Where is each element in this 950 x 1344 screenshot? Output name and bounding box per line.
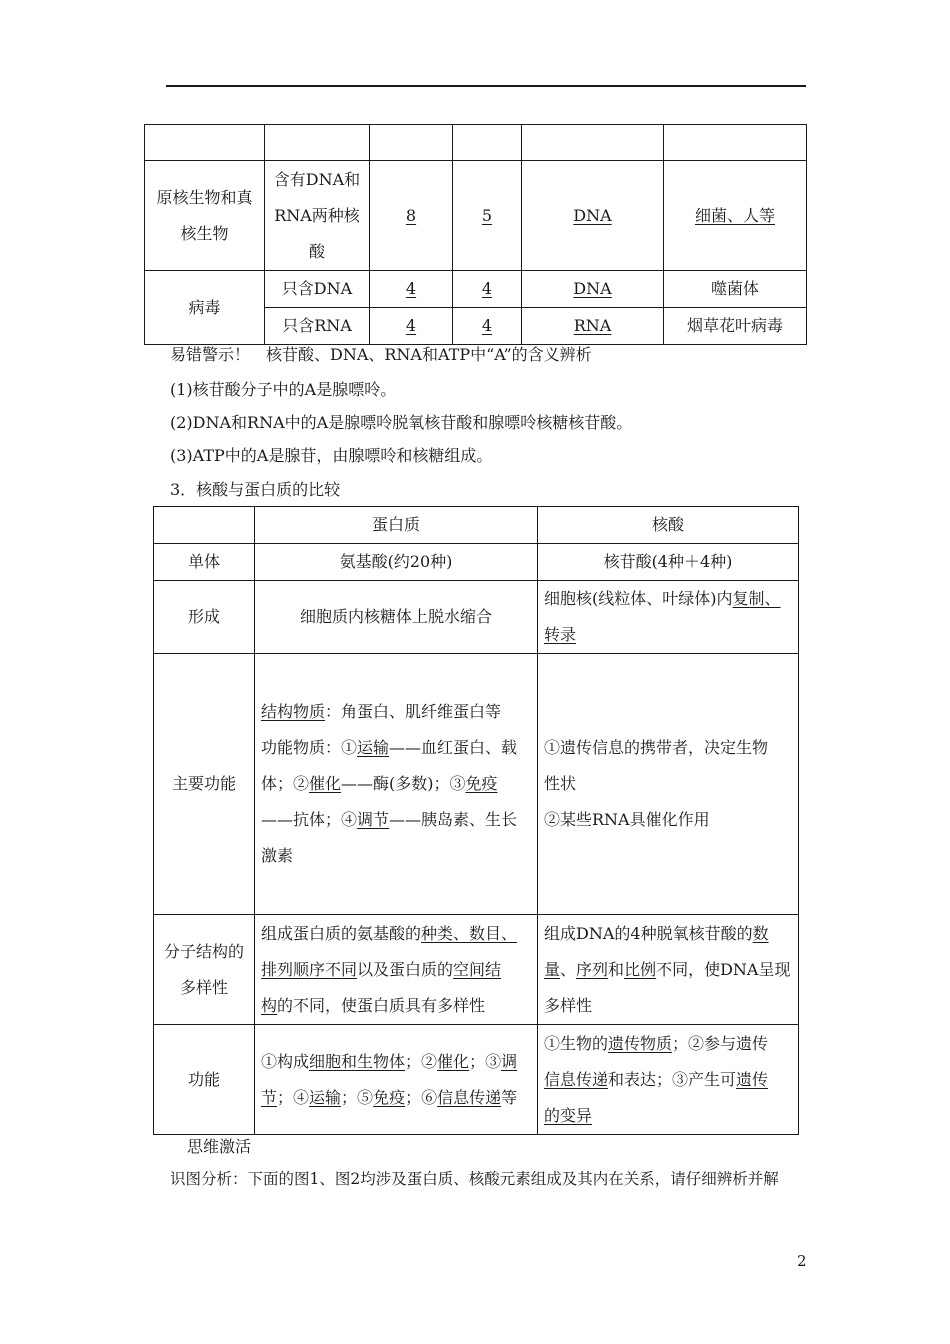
row-label: 形成 bbox=[154, 581, 255, 654]
row-label: 主要功能 bbox=[154, 654, 255, 915]
nucleic-cell: 组成DNA的4种脱氧核苷酸的数 量、序列和比例不同，使DNA呈现 多样性 bbox=[538, 915, 799, 1025]
row-label: 功能 bbox=[154, 1025, 255, 1135]
protein-cell: 结构物质：角蛋白、肌纤维蛋白等 功能物质：①运输——血红蛋白、载 体；②催化——酶(多数)；③免疫 ——抗体；④调节——胰岛素、生长 激素 bbox=[255, 654, 538, 915]
protein-cell: 氨基酸(约20种) bbox=[255, 544, 538, 581]
row-label: 分子结构的 多样性 bbox=[154, 915, 255, 1025]
warning-item: (1)核苷酸分子中的A是腺嘌呤。 bbox=[170, 380, 397, 399]
protein-nucleic-comparison-table bbox=[153, 506, 799, 1135]
genetic-material-cell: DNA bbox=[522, 271, 664, 308]
genetic-material-cell: DNA bbox=[522, 161, 664, 271]
nucleotides-cell: 8 bbox=[370, 161, 453, 271]
nucleic-cell: ①遗传信息的携带者，决定生物 性状 ②某些RNA具催化作用 bbox=[538, 654, 799, 915]
table-row bbox=[154, 915, 799, 1025]
table-row bbox=[154, 654, 799, 915]
protein-cell: 细胞质内核糖体上脱水缩合 bbox=[255, 581, 538, 654]
bases-cell: 4 bbox=[453, 271, 522, 308]
bases-cell: 5 bbox=[453, 161, 522, 271]
nucleic-cell: 细胞核(线粒体、叶绿体)内复制、 转录 bbox=[538, 581, 799, 654]
content-cell: 含有DNA和RNA两种核酸 bbox=[265, 161, 370, 271]
content-cell: 只含DNA bbox=[265, 271, 370, 308]
warning-item: (2)DNA和RNA中的A是腺嘌呤脱氧核苷酸和腺嘌呤核糖核苷酸。 bbox=[170, 413, 633, 432]
row-label: 单体 bbox=[154, 544, 255, 581]
content-cell: 只含RNA bbox=[265, 308, 370, 345]
table-row bbox=[145, 161, 807, 271]
examples-cell: 噬菌体 bbox=[664, 271, 807, 308]
nucleic-cell: ①生物的遗传物质；②参与遗传 信息传递和表达；③产生可遗传 的变异 bbox=[538, 1025, 799, 1135]
warning-title: 易错警示！ 核苷酸、DNA、RNA和ATP中“A”的含义辨析 bbox=[170, 345, 592, 364]
table-row bbox=[145, 125, 807, 161]
nucleic-cell: 核苷酸(4种＋4种) bbox=[538, 544, 799, 581]
section-title: 3．核酸与蛋白质的比较 bbox=[170, 480, 341, 499]
page-number: 2 bbox=[797, 1252, 807, 1270]
nucleotides-cell: 4 bbox=[370, 308, 453, 345]
protein-cell: ①构成细胞和生物体；②催化；③调 节；④运输；⑤免疫；⑥信息传递等 bbox=[255, 1025, 538, 1135]
group-cell: 原核生物和真核生物 bbox=[145, 161, 265, 271]
examples-cell: 烟草花叶病毒 bbox=[664, 308, 807, 345]
table-row bbox=[145, 271, 807, 308]
column-header-protein: 蛋白质 bbox=[255, 507, 538, 544]
nucleotides-cell: 4 bbox=[370, 271, 453, 308]
protein-cell: 组成蛋白质的氨基酸的种类、数目、 排列顺序不同以及蛋白质的空间结 构的不同，使蛋白质具有多样性 bbox=[255, 915, 538, 1025]
header-rule bbox=[166, 85, 806, 87]
group-cell: 病毒 bbox=[145, 271, 265, 345]
table-row bbox=[154, 581, 799, 654]
bases-cell: 4 bbox=[453, 308, 522, 345]
thinking-text: 识图分析：下面的图1、图2均涉及蛋白质、核酸元素组成及其内在关系，请仔细辨析并解 bbox=[170, 1170, 779, 1188]
genetic-material-cell: RNA bbox=[522, 308, 664, 345]
examples-cell: 细菌、人等 bbox=[664, 161, 807, 271]
nucleic-acid-organism-table bbox=[144, 124, 807, 345]
thinking-title: 思维激活 bbox=[187, 1137, 252, 1156]
table-header-row bbox=[154, 507, 799, 544]
table-row bbox=[154, 544, 799, 581]
table-row bbox=[154, 1025, 799, 1135]
column-header-nucleic: 核酸 bbox=[538, 507, 799, 544]
warning-item: (3)ATP中的A是腺苷，由腺嘌呤和核糖组成。 bbox=[170, 446, 493, 465]
